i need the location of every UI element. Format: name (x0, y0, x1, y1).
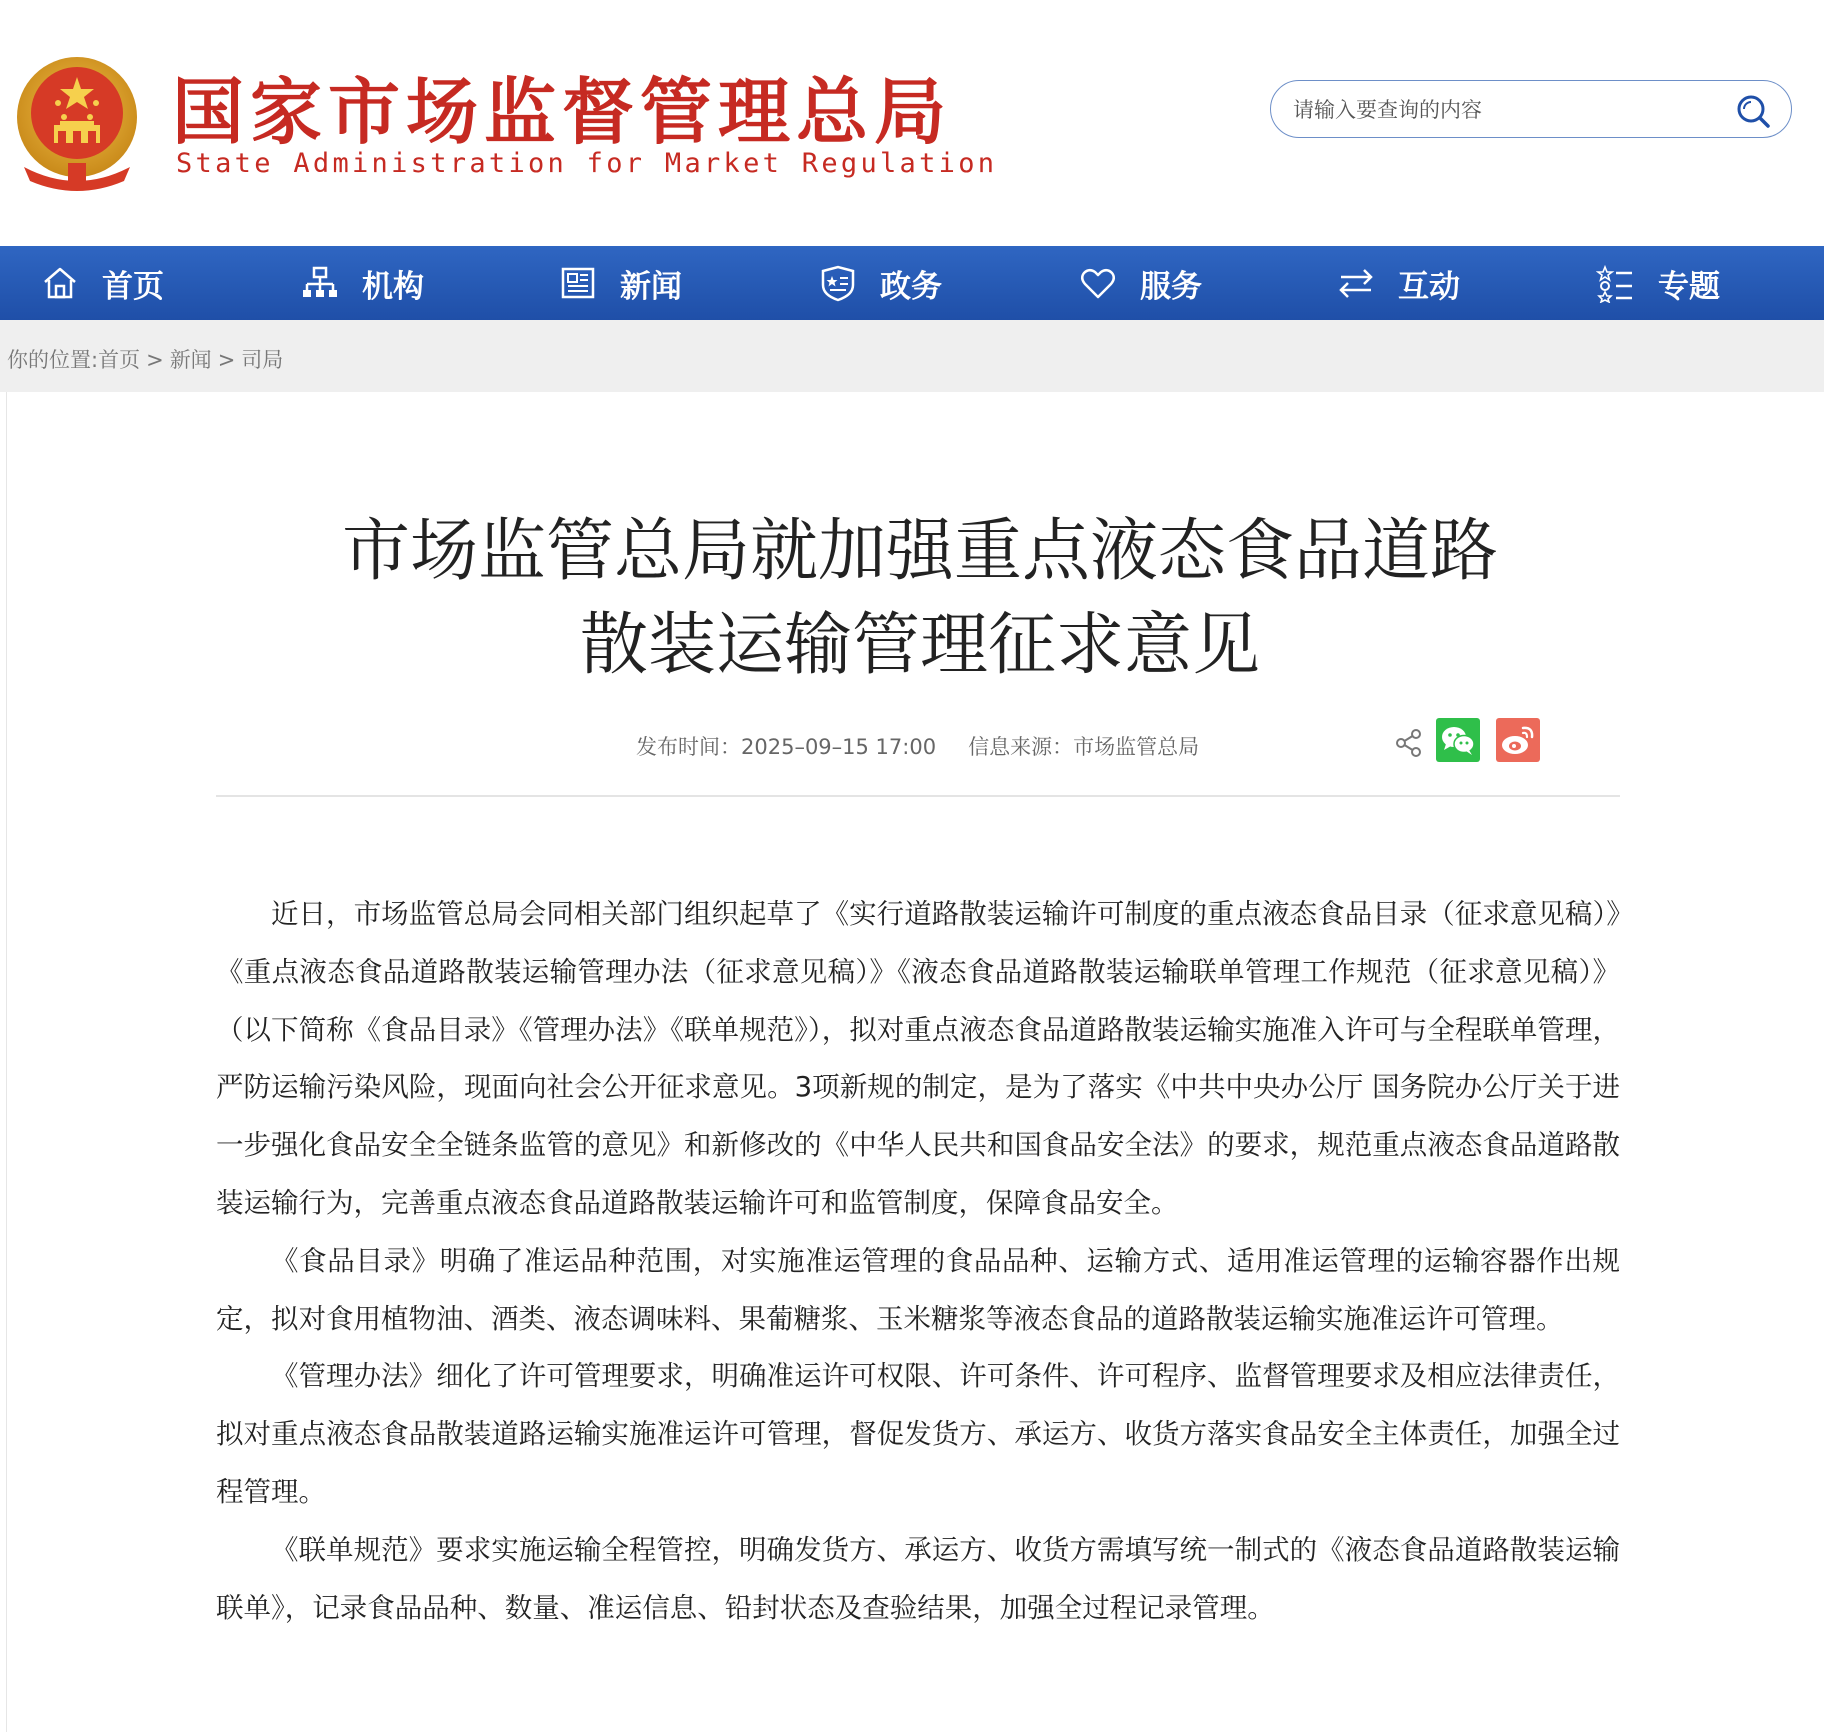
article-paragraph: 近日，市场监管总局会同相关部门组织起草了《实行道路散装运输许可制度的重点液态食品目录（征求意见稿）》《重点液态食品道路散装运输管理办法（征求意见稿）》《液态食品道路散装运输联单管理工作规范（征求意见稿）》（以下简称《食品目录》《管理办法》《联单规范》），拟对重点液态食品道路散装运输实施准入许可与全程联单管理，严防运输污染风险，现面向社会公开征求意见。3项新规的制定，是为了落实《中共中央办公厅 国务院办公厅关于进一步强化食品安全全链条监管的意见》和新修改的《中华人民共和国食品安全法》的要求，规范重点液态食品道路散装运输行为，完善重点液态食品道路散装运输许可和监管制度，保障食品安全。 (216, 898, 1620, 1219)
nav-label: 新闻 (620, 268, 682, 305)
nav-label: 机构 (362, 268, 424, 305)
article-paragraph: 《联单规范》要求实施运输全程管控，明确发货方、承运方、收货方需填写统一制式的《液态食品道路散装运输联单》，记录食品品种、数量、准运信息、铅封状态及查验结果，加强全过程记录管理。 (216, 1533, 1620, 1624)
home-icon (40, 263, 80, 303)
weibo-icon (1496, 718, 1540, 762)
nav-item-news[interactable] (558, 246, 682, 320)
article-title (260, 505, 1580, 693)
nav-item-services[interactable] (1078, 246, 1202, 320)
source-label: 信息来源： (968, 735, 1074, 759)
source-value: 市场监管总局 (1073, 735, 1200, 759)
publish-time: 2025–09–15 17:00 (741, 735, 937, 759)
list-icon (1596, 263, 1636, 303)
nav-item-organization[interactable] (300, 246, 424, 320)
nav-label: 专题 (1658, 268, 1720, 305)
breadcrumb (7, 344, 283, 374)
article-title-line-2: 散装运输管理征求意见 (579, 606, 1260, 685)
breadcrumb-separator: > (217, 348, 236, 372)
breadcrumb-news[interactable]: 新闻 (169, 348, 212, 372)
breadcrumb-department[interactable]: 司局 (241, 348, 284, 372)
article-meta (636, 731, 1199, 761)
breadcrumb-home[interactable]: 首页 (98, 348, 141, 372)
nav-item-topics[interactable] (1596, 246, 1720, 320)
article-title-line-1: 市场监管总局就加强重点液态食品道路 (341, 512, 1498, 591)
search-icon[interactable] (1735, 93, 1771, 129)
site-header (0, 0, 1824, 246)
nav-item-home[interactable] (40, 246, 164, 320)
exchange-arrows-icon (1336, 263, 1376, 303)
breadcrumb-prefix: 你的位置: (7, 348, 99, 372)
org-chart-icon (300, 263, 340, 303)
weibo-share-button[interactable] (1496, 718, 1540, 762)
breadcrumb-separator: > (146, 348, 164, 372)
wechat-share-button[interactable] (1436, 718, 1480, 762)
publish-label: 发布时间： (636, 735, 741, 759)
article-paragraph: 《管理办法》细化了许可管理要求，明确准运许可权限、许可条件、许可程序、监督管理要求及相应法律责任，拟对重点液态食品散装道路运输实施准运许可管理，督促发货方、承运方、收货方落实食品安全主体责任，加强全过程管理。 (216, 1360, 1620, 1508)
newspaper-icon (558, 263, 598, 303)
heart-icon (1078, 263, 1118, 303)
nav-label: 政务 (880, 268, 942, 305)
logo-chinese-name[interactable]: 国家市场监督管理总局 (172, 69, 953, 154)
main-nav (0, 246, 1824, 320)
government-badge-icon (818, 263, 858, 303)
national-emblem-icon[interactable] (14, 55, 140, 191)
share-icon[interactable] (1394, 728, 1424, 758)
search-box (1270, 80, 1792, 138)
breadcrumb-bar (0, 320, 1824, 392)
nav-label: 互动 (1398, 268, 1460, 305)
search-input[interactable] (1291, 91, 1715, 129)
meta-divider (216, 795, 1620, 797)
nav-label: 首页 (102, 268, 164, 305)
logo-english-name[interactable]: State Administration for Market Regulation (176, 148, 998, 179)
nav-item-interaction[interactable] (1336, 246, 1460, 320)
nav-label: 服务 (1140, 268, 1202, 305)
article-paragraph: 《食品目录》明确了准运品种范围，对实施准运管理的食品品种、运输方式、适用准运管理的运输容器作出规定，拟对食用植物油、酒类、液态调味料、果葡糖浆、玉米糖浆等液态食品的道路散装运输实施准运许可管理。 (216, 1244, 1620, 1335)
nav-item-government-affairs[interactable] (818, 246, 942, 320)
wechat-icon (1436, 718, 1480, 762)
article-body (216, 886, 1620, 1637)
